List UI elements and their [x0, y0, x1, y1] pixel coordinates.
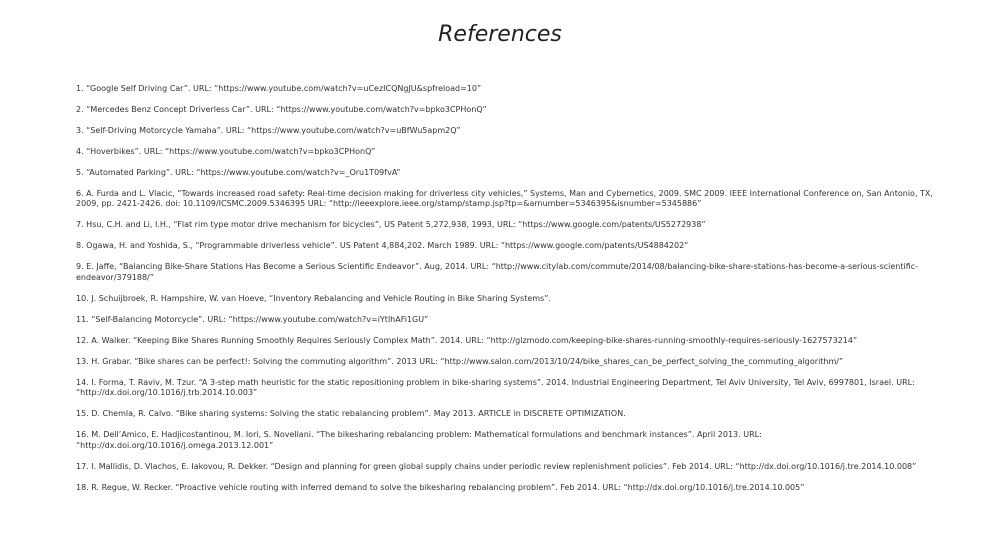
reference-list	[76, 84, 934, 493]
reference-item: 10. J. Schuijbroek, R. Hampshire, W. van Hoeve, “Inventory Rebalancing and Vehicle Routing in Bike Sharing Systems”.	[76, 293, 551, 303]
page-title: References	[438, 22, 562, 47]
reference-item: 9. E. Jaffe, “Balancing Bike-Share Stations Has Become a Serious Scientific Endeavor”. Aug, 2014. URL: “http://www.citylab.com/commute/2014/08/balancing-bike-share-stations-has-become-a-serious-scientific-endeavor/379188/”	[76, 262, 919, 282]
reference-item: 8. Ogawa, H. and Yoshida, S., “Programmable driverless vehicle”. US Patent 4,884,202. March 1989. URL: “https://www.google.com/patents/US4884202”	[76, 241, 689, 251]
reference-item: 4. “Hoverbikes”. URL: “https://www.youtube.com/watch?v=bpko3CPHonQ”	[76, 147, 376, 156]
reference-item: 13. H. Grabar. “Bike shares can be perfect!: Solving the commuting algorithm”. 2013 URL: “http://www.salon.com/2013/10/24/bike_shares_can_be_perfect_solving_the_commuting_algorithm/”	[76, 356, 844, 366]
reference-item: 11. “Self-Balancing Motorcycle”. URL: “https://www.youtube.com/watch?v=iYtlhAFi1GU”	[76, 314, 429, 324]
reference-item: 6. A. Furda and L. Vlacic, “Towards increased road safety: Real-time decision making for driverless city vehicles,” Systems, Man and Cybernetics, 2009. SMC 2009. IEEE International Conference on, San Antonio, TX, 2009, pp. 2421-2426. doi: 10.1109/ICSMC.2009.5346395 URL: “http://ieeexplore.ieee.org/stamp/stamp.jsp?tp=&arnumber=5346395&isnumber=5345886”	[76, 189, 933, 209]
reference-item: 1. “Google Self Driving Car”. URL: “https://www.youtube.com/watch?v=uCezICQNgJU&spfreload=10”	[76, 84, 482, 93]
reference-item: 5. “Automated Parking”. URL: “https://www.youtube.com/watch?v=_Oru1T09fvA”	[76, 168, 401, 177]
reference-item: 3. “Self-Driving Motorcycle Yamaha”. URL: “https://www.youtube.com/watch?v=uBfWu5apm2Q”	[76, 126, 461, 135]
reference-item: 15. D. Chemla, R. Calvo. “Bike sharing systems: Solving the static rebalancing problem”. May 2013. ARTICLE in DISCRETE OPTIMIZATION.	[76, 409, 626, 419]
reference-item: 2. “Mercedes Benz Concept Driverless Car”. URL: “https://www.youtube.com/watch?v=bpko3CPHonQ”	[76, 105, 487, 114]
reference-item: 12. A. Walker. “Keeping Bike Shares Running Smoothly Requires Seriously Complex Math”. 2014. URL: “http://gizmodo.com/keeping-bike-shares-running-smoothly-requires-seriously-1627573214”	[76, 335, 858, 345]
reference-item: 16. M. Dell’Amico, E. Hadjicostantinou, M. Iori, S. Novellani. “The bikesharing rebalancing problem: Mathematical formulations and benchmark instances”. April 2013. URL: “http://dx.doi.org/10.1016/j.omega.2013.12.001”	[76, 430, 762, 450]
reference-item: 14. I. Forma, T. Raviv, M. Tzur. “A 3-step math heuristic for the static repositioning problem in bike-sharing systems”. 2014. Industrial Engineering Department, Tel Aviv University, Tel Aviv, 6997801, Israel. URL: “http://dx.doi.org/10.1016/j.trb.2014.10.003”	[76, 377, 915, 398]
reference-item: 18. R. Regue, W. Recker. “Proactive vehicle routing with inferred demand to solve the bikesharing rebalancing problem”. Feb 2014. URL: “http://dx.doi.org/10.1016/j.tre.2014.10.005”	[76, 482, 805, 492]
reference-item: 7. Hsu, C.H. and Li, I.H., “Flat rim type motor drive mechanism for bicycles”, US Patent 5,272,938, 1993, URL: “https://www.google.com/patents/US5272938”	[76, 220, 706, 230]
reference-item: 17. I. Mallidis, D. Vlachos, E. Iakovou, R. Dekker. “Design and planning for green global supply chains under periodic review replenishment policies”. Feb 2014. URL: “http://dx.doi.org/10.1016/j.tre.2014.10.008”	[76, 461, 917, 471]
